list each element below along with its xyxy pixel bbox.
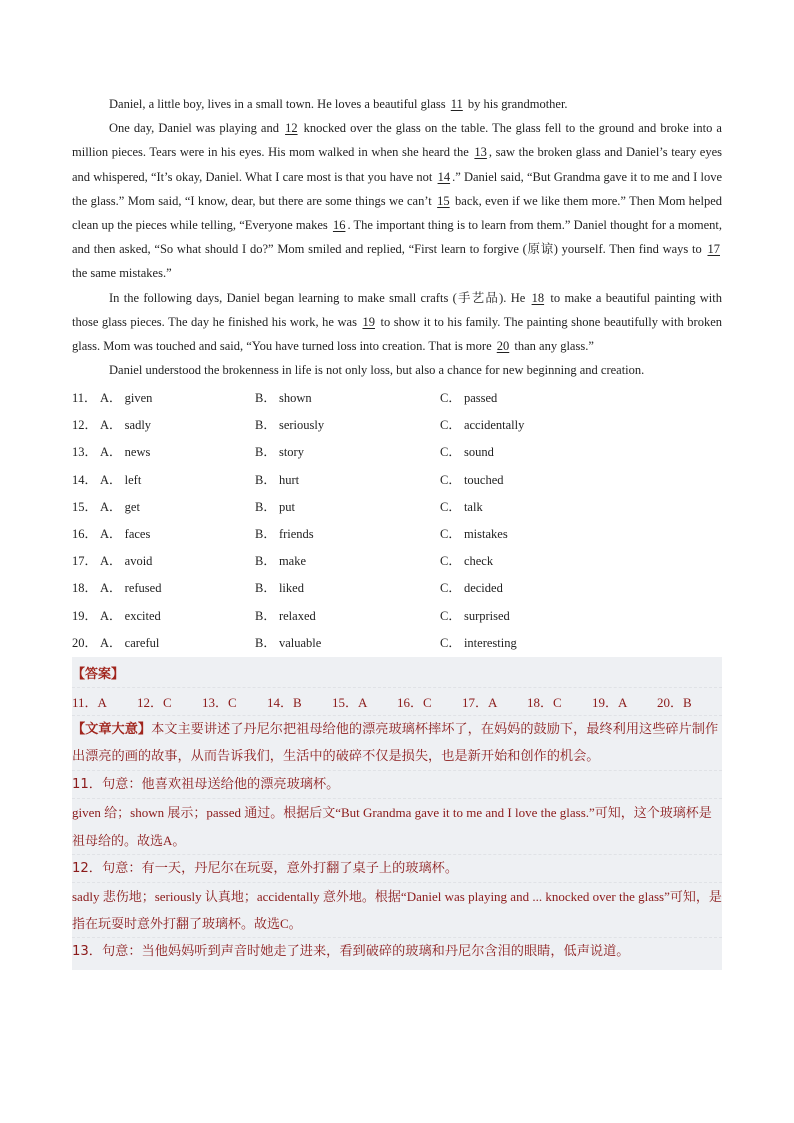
option-b: B． story: [255, 445, 304, 460]
question-number: 13．: [72, 445, 98, 460]
answer-key: 13．C: [202, 694, 237, 710]
text-run: .” Daniel said, “But Grandma gave it to me and I love the glass.” Mom said, “I know, dear, but there are some things we can’t: [72, 169, 722, 208]
answer-key: 11．A: [72, 694, 107, 710]
option-row-14: [72, 465, 722, 492]
option-row-20: [72, 628, 722, 655]
option-c: C． talk: [440, 499, 483, 514]
question-number: 17．: [72, 554, 98, 569]
summary-text: 本文主要讲述了丹尼尔把祖母给他的漂亮玻璃杯摔坏了，在妈妈的鼓励下，最终利用这些碎片制作出漂亮的画的故事，从而告诉我们，生活中的破碎不仅是损失，也是新开始和创作的机会。: [72, 721, 719, 764]
option-row-16: [72, 519, 722, 546]
blank-13: 13: [474, 145, 487, 160]
passage-paragraph-4: Daniel understood the brokenness in life is not only loss, but also a chance for new beginning and creation.: [109, 363, 645, 378]
option-c: C． interesting: [440, 635, 517, 650]
question-number: 16．: [72, 526, 98, 541]
text-run: the same mistakes.”: [72, 266, 172, 281]
answer-key: 12．C: [137, 694, 172, 710]
option-c: C． touched: [440, 472, 504, 487]
option-c: C． surprised: [440, 608, 510, 623]
passage-paragraph-2: [72, 116, 722, 285]
option-a: A． sadly: [100, 418, 152, 433]
text-run: by his grandmother.: [464, 97, 568, 111]
option-row-19: [72, 601, 722, 628]
text-run: to make a beautiful painting with those glass pieces. The day he finished his work, he was: [72, 290, 722, 329]
q12-explanation: sadly 悲伤地；seriously 认真地；accidentally 意外地。根据“Daniel was playing and ... knocked over the glass”可知，是指在玩耍时意外打翻了玻璃杯。故选C。: [72, 882, 722, 937]
blank-11: 11: [450, 97, 463, 111]
text-run: knocked over the glass on the table. The glass fell to the ground and broke into a million pieces. Tears were in his eyes. His mom walked in when she heard the: [72, 121, 722, 160]
option-b: B． make: [255, 554, 307, 569]
answer-key: 17．A: [462, 694, 498, 710]
cloze-passage: [72, 92, 722, 382]
question-number: 19．: [72, 608, 98, 623]
option-b: B． relaxed: [255, 608, 316, 623]
option-b: B． valuable: [255, 635, 322, 650]
text-run: than any glass.”: [511, 339, 594, 354]
blank-16: 16: [332, 218, 346, 233]
answer-key: 20．B: [657, 694, 692, 710]
answer-key: 19．A: [592, 694, 628, 710]
option-c: C． sound: [440, 445, 494, 460]
option-a: A． avoid: [100, 554, 153, 569]
option-b: B． hurt: [255, 472, 300, 487]
answer-key: 16．C: [397, 694, 432, 710]
answer-key: 14．B: [267, 694, 302, 710]
option-a: A． left: [100, 472, 142, 487]
text-run: back, even if we like them more.” Then Mom helped clean up the pieces while telling, “Everyone makes: [72, 193, 722, 233]
passage-paragraph-1: [72, 92, 722, 116]
option-c: C． check: [440, 554, 494, 569]
option-a: A． given: [100, 391, 153, 406]
passage-paragraph-3: [72, 286, 722, 359]
blank-12: 12: [285, 121, 298, 136]
option-b: B． shown: [255, 391, 312, 406]
q12-meaning: 12．句意：有一天，丹尼尔在玩耍，意外打翻了桌子上的玻璃杯。: [72, 854, 722, 882]
option-c: C． accidentally: [440, 418, 525, 433]
answer-title: 【答案】: [72, 667, 125, 683]
blank-19: 19: [362, 314, 375, 329]
option-row-13: [72, 438, 722, 465]
summary-tag: 【文章大意】: [72, 721, 152, 737]
blank-17: 17: [707, 242, 720, 257]
blank-20: 20: [496, 339, 510, 354]
answer-section: [72, 657, 722, 969]
option-b: B． put: [255, 499, 295, 514]
question-number: 14．: [72, 472, 98, 487]
option-c: C． mistakes: [440, 526, 508, 541]
q11-explanation: given 给；shown 展示；passed 通过。根据后文“But Grandma gave it to me and I love the glass.”可知，这个玻璃杯是祖母给的。故选A。: [72, 798, 722, 853]
text-run: , saw the broken glass and Daniel’s teary eyes and whispered, “It’s okay, Daniel. What I care most is that you have not: [72, 145, 722, 184]
document-page: [72, 92, 722, 970]
options-list: [72, 383, 722, 655]
question-number: 18．: [72, 581, 98, 596]
blank-18: 18: [531, 290, 545, 305]
text-run: In the following days, Daniel began learning to make small crafts (手艺品). He: [109, 290, 530, 305]
option-a: A． get: [100, 499, 140, 514]
option-b: B． seriously: [255, 418, 325, 433]
question-number: 11．: [72, 391, 97, 406]
text-run: One day, Daniel was playing and: [109, 121, 284, 136]
option-row-15: [72, 492, 722, 519]
option-row-17: [72, 547, 722, 574]
option-a: A． faces: [100, 526, 151, 541]
option-a: A． news: [100, 445, 151, 460]
option-c: C． decided: [440, 581, 503, 596]
question-number: 12．: [72, 418, 98, 433]
option-a: A． careful: [100, 635, 160, 650]
answer-key: 18．C: [527, 694, 562, 710]
answer-keys: [72, 687, 722, 715]
option-b: B． liked: [255, 581, 304, 596]
option-row-11: [72, 383, 722, 410]
blank-15: 15: [437, 193, 450, 208]
text-run: to show it to his family. The painting shone beautifully with broken glass. Mom was touched and said, “You have turned loss into creation. That is more: [72, 314, 722, 354]
option-b: B． friends: [255, 526, 314, 541]
q11-meaning: 11．句意：他喜欢祖母送给他的漂亮玻璃杯。: [72, 770, 722, 798]
question-number: 20．: [72, 635, 98, 650]
option-row-18: [72, 574, 722, 601]
answer-key: 15．A: [332, 694, 368, 710]
q13-meaning: 13．句意：当他妈妈听到声音时她走了进来，看到破碎的玻璃和丹尼尔含泪的眼睛，低声说道。: [72, 937, 722, 965]
option-a: A． excited: [100, 608, 161, 623]
text-run: . The important thing is to learn from them.” Daniel thought for a moment, and then asked, “So what should I do?” Mom smiled and replied, “First learn to forgive (原谅) yourself. Then find ways to: [72, 218, 722, 257]
text-run: Daniel, a little boy, lives in a small town. He loves a beautiful glass: [109, 97, 449, 111]
question-number: 15．: [72, 499, 98, 514]
blank-14: 14: [437, 169, 451, 184]
article-summary: [72, 715, 722, 770]
option-a: A． refused: [100, 581, 162, 596]
option-c: C． passed: [440, 391, 498, 406]
option-row-12: [72, 411, 722, 438]
